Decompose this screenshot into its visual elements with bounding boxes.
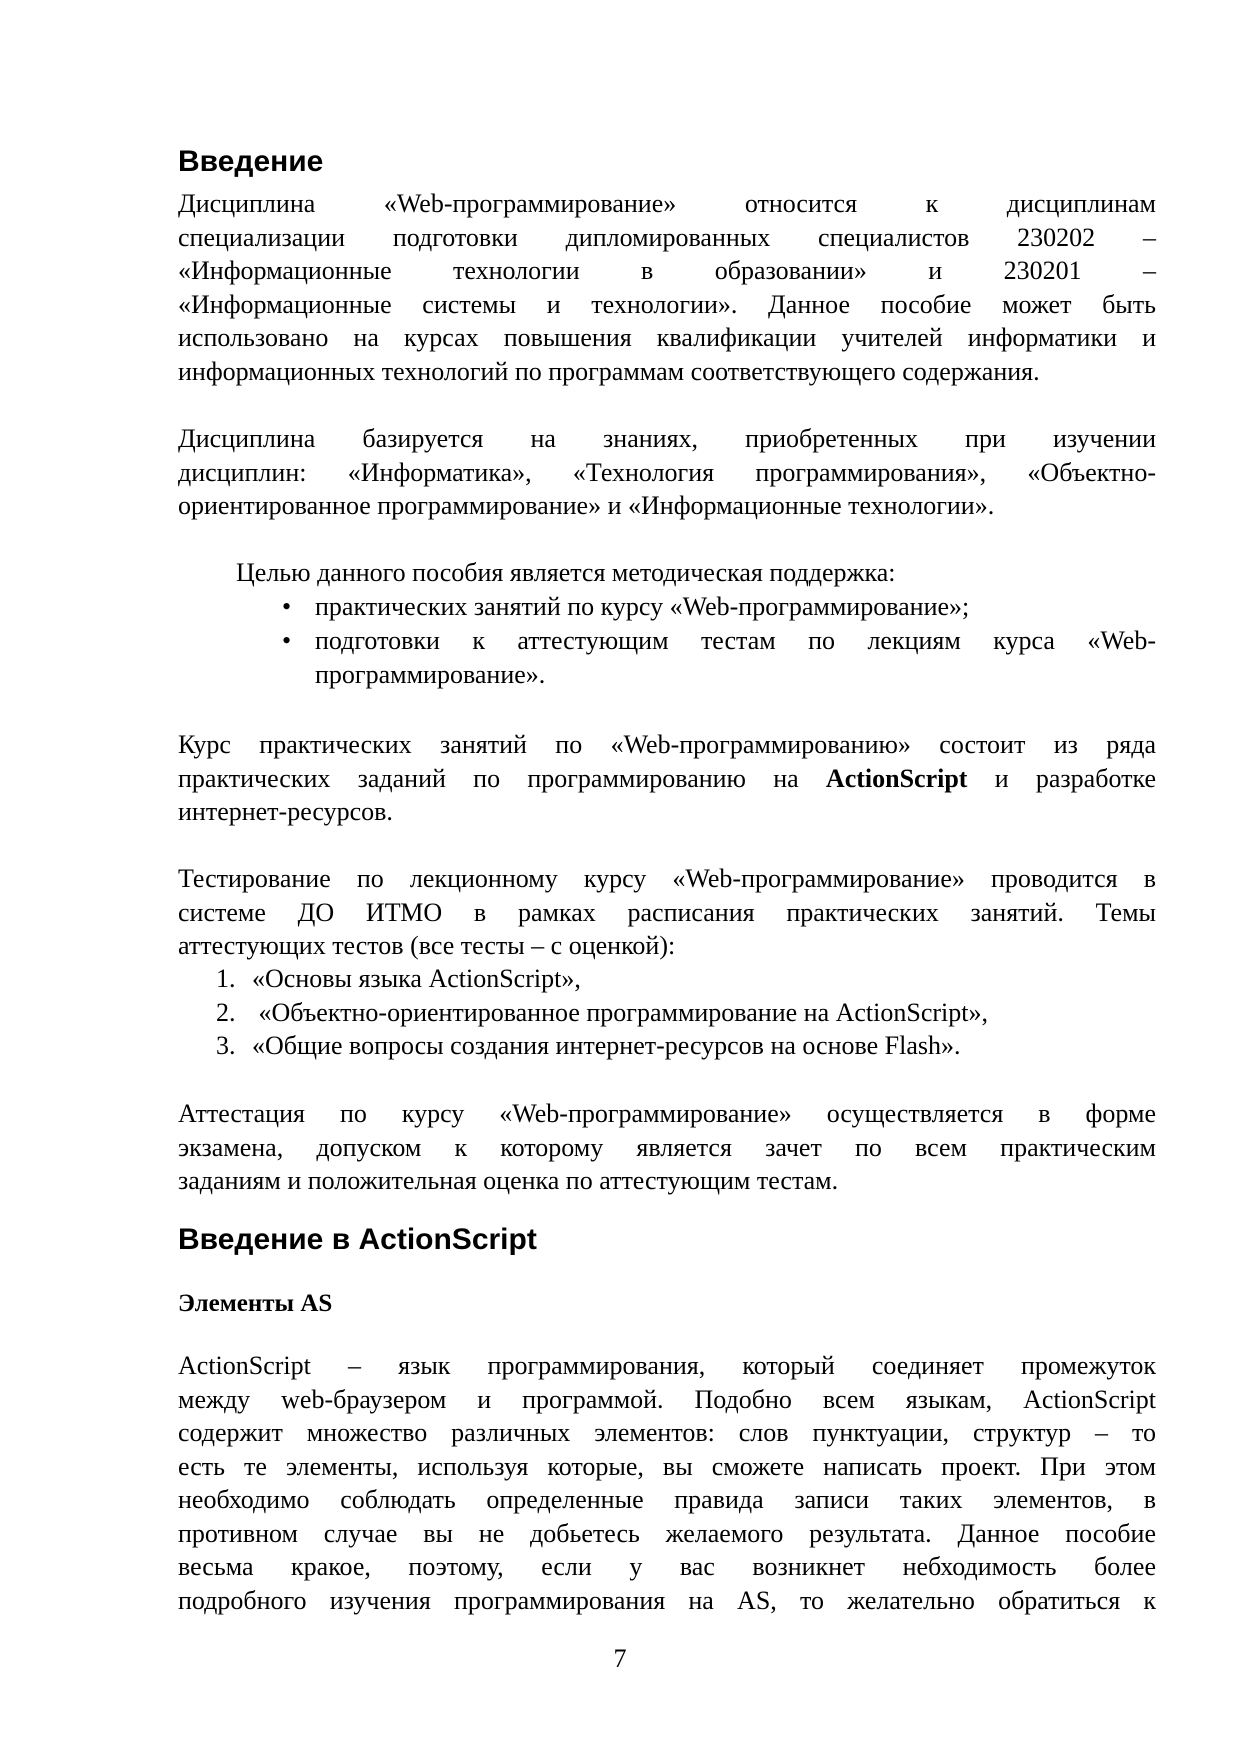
- text-line: системе ДО ИТМО в рамках расписания практических занятий. Темы: [178, 897, 1156, 927]
- numbered-item: [216, 996, 988, 1030]
- text-line: Дисциплина базируется на знаниях, приобретенных при изучении: [178, 424, 1156, 453]
- text-line: весьма кракое, поэтому, если у вас возникнет небходимость более: [178, 1552, 1156, 1581]
- paragraph-attestation: [178, 1097, 1156, 1198]
- text-line: дисциплин: «Информатика», «Технология программирования», «Объектно-: [178, 457, 1156, 487]
- item-text: «Основы языка ActionScript»,: [252, 964, 581, 993]
- numbered-item: [216, 962, 581, 996]
- item-text: «Общие вопросы создания интернет-ресурсов на основе Flash».: [252, 1031, 961, 1060]
- text-line: заданиям и положительная оценка по аттестующим тестам.: [178, 1166, 839, 1195]
- text-line: Тестирование по лекционному курсу «Web-программирование» проводится в: [178, 864, 1156, 893]
- text-line: ориентированное программирование» и «Информационные технологии».: [178, 491, 995, 520]
- paragraph-testing: [178, 862, 1156, 963]
- text-line: программирование».: [315, 659, 546, 689]
- bullet-icon: •: [282, 592, 292, 621]
- item-text: «Объектно-ориентированное программирование на ActionScript»,: [252, 998, 988, 1027]
- text-line: «Информационные системы и технологии». Данное пособие может быть: [178, 289, 1156, 319]
- text-line: подробного изучения программирования на AS, то желательно обратиться к: [178, 1585, 1156, 1615]
- text-line: Дисциплина «Web-программирование» относится к дисциплинам: [178, 189, 1156, 218]
- text-line: экзамена, допуском к которому является зачет по всем практическим: [178, 1132, 1156, 1162]
- text-line: содержит множество различных элементов: слов пунктуации, структур – то: [178, 1418, 1156, 1447]
- numbered-item: [216, 1029, 961, 1063]
- goal-intro: [236, 556, 896, 590]
- text-line: «Информационные технологии в образовании» и 230201 –: [178, 256, 1156, 285]
- item-number: 3.: [216, 1031, 236, 1060]
- text-line: ActionScript – язык программирования, который соединяет промежуток: [178, 1351, 1156, 1380]
- text-line: специализации подготовки дипломированных специалистов 230202 –: [178, 222, 1156, 252]
- subsection-heading: Элементы AS: [178, 1290, 333, 1317]
- paragraph-actionscript: [178, 1349, 1156, 1617]
- paragraph-course: [178, 728, 1156, 829]
- text-span: и разработке: [967, 763, 1156, 793]
- text-line: между web-браузером и программой. Подобно всем языкам, ActionScript: [178, 1384, 1156, 1414]
- text-line: противном случае вы не добьетесь желаемого результата. Данное пособие: [178, 1518, 1156, 1548]
- section-heading: Введение в ActionScript: [178, 1223, 537, 1256]
- bullet-item: [282, 624, 1156, 691]
- item-number: 2.: [216, 998, 236, 1027]
- section-heading: Введение: [178, 145, 324, 178]
- paragraph-basis: [178, 422, 1156, 523]
- text-line: практических занятий по курсу «Web-программирование»;: [315, 592, 970, 621]
- paragraph-intro: [178, 187, 1156, 388]
- text-line: аттестующих тестов (все тесты – с оценкой):: [178, 931, 676, 960]
- text-line: необходимо соблюдать определенные правида записи таких элементов, в: [178, 1485, 1156, 1514]
- bold-term: ActionScript: [825, 763, 968, 793]
- text-line: есть те элементы, используя которые, вы сможете написать проект. При этом: [178, 1451, 1156, 1481]
- page-number: 7: [613, 1644, 627, 1673]
- bullet-icon: •: [282, 626, 292, 655]
- text-line: Аттестация по курсу «Web-программирование» осуществляется в форме: [178, 1099, 1156, 1128]
- text-line: использовано на курсах повышения квалификации учителей информатики и: [178, 323, 1156, 352]
- text-line: [178, 762, 1156, 796]
- text-line: Целью данного пособия является методическая поддержка:: [236, 558, 896, 587]
- text-line: Курс практических занятий по «Web-программированию» состоит из ряда: [178, 730, 1156, 759]
- text-line: интернет-ресурсов.: [178, 797, 393, 826]
- bullet-item: [282, 590, 1156, 624]
- item-number: 1.: [216, 964, 236, 993]
- text-line: подготовки к аттестующим тестам по лекциям курса «Web-: [315, 626, 1156, 655]
- text-span: практических заданий по программированию на: [178, 763, 826, 793]
- text-line: информационных технологий по программам соответствующего содержания.: [178, 356, 1040, 386]
